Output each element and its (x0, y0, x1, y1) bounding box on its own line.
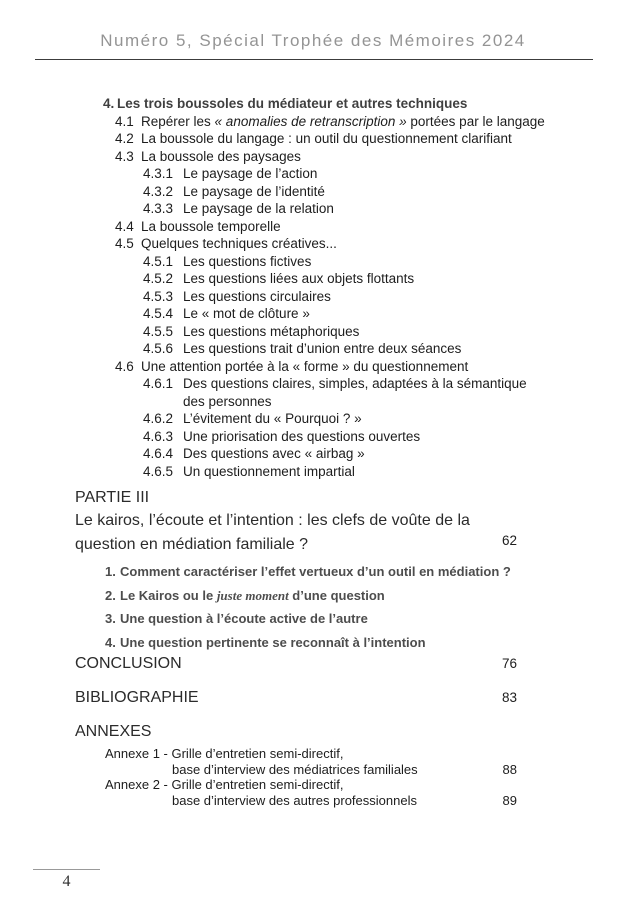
toc-number: 4. (103, 96, 115, 111)
toc-number: 4.4 (115, 218, 134, 234)
toc-number: 3. (105, 611, 116, 626)
toc-number: 4.5.1 (143, 253, 174, 269)
toc-label: Le « mot de clôture » (183, 306, 310, 321)
toc-entry-4-5 (115, 235, 543, 253)
toc-label: BIBLIOGRAPHIE (75, 689, 199, 706)
annexe-line1: Annexe 1 - Grille d’entretien semi-directif, (105, 746, 344, 761)
toc-number: 4.5.6 (143, 341, 174, 356)
toc-entry-4-5-1 (143, 253, 543, 271)
toc-label: Des questions avec « airbag » (183, 446, 365, 461)
toc-label-pre: Le Kairos ou le (120, 587, 217, 603)
toc-number: 4.6.2 (143, 411, 174, 426)
toc-label: ANNEXES (75, 723, 152, 740)
toc-label: Les trois boussoles du médiateur et autres techniques (117, 96, 468, 111)
toc-entry-4-5-6 (143, 340, 543, 358)
toc-section-4 (103, 95, 543, 480)
footer-divider (33, 869, 100, 870)
toc-entry-annexes (75, 723, 517, 743)
toc-entry-4-3 (115, 148, 543, 166)
toc-entry-4-6-1 (143, 375, 543, 410)
toc-label: Les questions métaphoriques (183, 323, 360, 339)
toc-label: L’évitement du « Pourquoi ? » (183, 411, 362, 426)
toc-entry-4-5-5 (143, 323, 543, 341)
toc-number: 4.1 (115, 113, 134, 129)
page-number: 76 (501, 656, 517, 671)
toc-number: 4.3.2 (143, 183, 174, 199)
toc-label: CONCLUSION (75, 655, 182, 672)
toc-entry-4-4 (115, 218, 543, 236)
toc-label: Le paysage de l’action (183, 166, 318, 181)
toc-number: 4.5.2 (143, 271, 174, 286)
toc-label-italic: « anomalies de retranscription » (214, 113, 407, 129)
toc-entry-4-6-3 (143, 428, 543, 446)
page-number: 83 (501, 690, 517, 705)
toc-label: Comment caractériser l’effet vertueux d’un outil en médiation ? (120, 564, 511, 579)
part-title-line2: question en médiation familiale ? (75, 536, 309, 553)
toc-number: 4.5 (115, 236, 134, 251)
toc-entry-4-6-4 (143, 445, 543, 463)
toc-label: La boussole des paysages (141, 148, 301, 164)
toc-number: 4.3.3 (143, 201, 174, 216)
toc-number: 4.6 (115, 358, 134, 374)
page-header-title: Numéro 5, Spécial Trophée des Mémoires 2024 (100, 31, 526, 50)
toc-entry-4-3-2 (143, 183, 543, 201)
toc-entry-4-3-3 (143, 200, 543, 218)
toc-number: 4.5.4 (143, 306, 174, 321)
toc-number: 4.2 (115, 131, 134, 146)
toc-entry-4-3-1 (143, 165, 543, 183)
toc-number: 2. (105, 587, 116, 603)
toc-entry-4-5-2 (143, 270, 543, 288)
toc-entry-4-2 (115, 130, 543, 148)
toc-entry-4-6-2 (143, 410, 543, 428)
part-title (75, 509, 517, 557)
toc-entry-4 (103, 95, 543, 113)
toc-label: Une question à l’écoute active de l’autre (120, 611, 368, 626)
toc-partie-3 (75, 487, 517, 654)
toc-number: 4. (105, 634, 116, 650)
toc-number: 4.3 (115, 148, 134, 164)
toc-number: 4.3.1 (143, 166, 174, 181)
page-number: 62 (501, 533, 517, 548)
toc-label: Quelques techniques créatives... (141, 236, 337, 251)
annexe-line2: base d’interview des médiatrices familiales (172, 761, 418, 777)
toc-label (141, 113, 545, 131)
toc-entry-p3-2 (105, 584, 517, 608)
annexe-label (105, 746, 503, 777)
toc-label: Une priorisation des questions ouvertes (183, 428, 421, 444)
part-items (105, 560, 517, 654)
toc-label: La boussole temporelle (141, 218, 281, 234)
toc-label-post: portées par le langage (406, 113, 545, 129)
annexes-list (105, 746, 517, 808)
toc-label: Un questionnement impartial (183, 463, 355, 479)
toc-number: 4.6.4 (143, 446, 174, 461)
toc-label-post: d’une question (288, 587, 385, 603)
toc-label: Le paysage de l’identité (183, 183, 325, 199)
toc-number: 1. (105, 564, 116, 579)
toc-backmatter (75, 655, 517, 808)
toc-entry-p3-1 (105, 560, 517, 584)
toc-label: La boussole du langage : un outil du questionnement clarifiant (141, 131, 512, 146)
annexe-line2: base d’interview des autres professionnels (172, 792, 417, 808)
toc-number: 4.6.5 (143, 463, 174, 479)
toc-entry-p3-4 (105, 631, 517, 655)
toc-label: Les questions circulaires (183, 288, 331, 304)
toc-number: 4.5.5 (143, 323, 174, 339)
toc-entry-4-6-5 (143, 463, 543, 481)
annexe-label (105, 777, 503, 808)
toc-label: Les questions fictives (183, 253, 312, 269)
toc-label-pre: Repérer les (141, 113, 215, 129)
toc-entry-4-5-3 (143, 288, 543, 306)
toc-label-italic: juste moment (216, 587, 289, 603)
toc-number: 4.5.3 (143, 288, 174, 304)
toc-entry-4-1 (115, 113, 543, 131)
header-divider (35, 59, 593, 60)
toc-entry-4-5-4 (143, 305, 543, 323)
toc-number: 4.6.3 (143, 428, 174, 444)
toc-label: Une attention portée à la « forme » du questionnement (141, 358, 469, 374)
toc-entry-p3-3 (105, 607, 517, 631)
page-number: 88 (502, 761, 517, 777)
toc-entry-bibliographie (75, 689, 517, 709)
toc-number: 4.6.1 (143, 376, 174, 391)
part-label: PARTIE III (75, 489, 150, 506)
toc-label: Les questions liées aux objets flottants (183, 271, 415, 286)
footer-page-number: 4 (62, 873, 71, 890)
toc-entry-conclusion (75, 655, 517, 675)
part-title-line1: Le kairos, l’écoute et l’intention : les clefs de voûte de la (75, 512, 470, 529)
annexe-line1: Annexe 2 - Grille d’entretien semi-directif, (105, 777, 344, 792)
toc-label: Le paysage de la relation (183, 201, 334, 216)
toc-entry-annexe-1 (105, 746, 517, 777)
toc-label (120, 584, 385, 608)
toc-label: Une question pertinente se reconnaît à l’intention (120, 634, 426, 650)
toc-label: Des questions claires, simples, adaptées à la sémantique des personnes (183, 376, 527, 409)
page-number: 89 (502, 792, 517, 808)
toc-entry-annexe-2 (105, 777, 517, 808)
toc-label: Les questions trait d’union entre deux séances (183, 341, 462, 356)
toc-entry-4-6 (115, 358, 543, 376)
